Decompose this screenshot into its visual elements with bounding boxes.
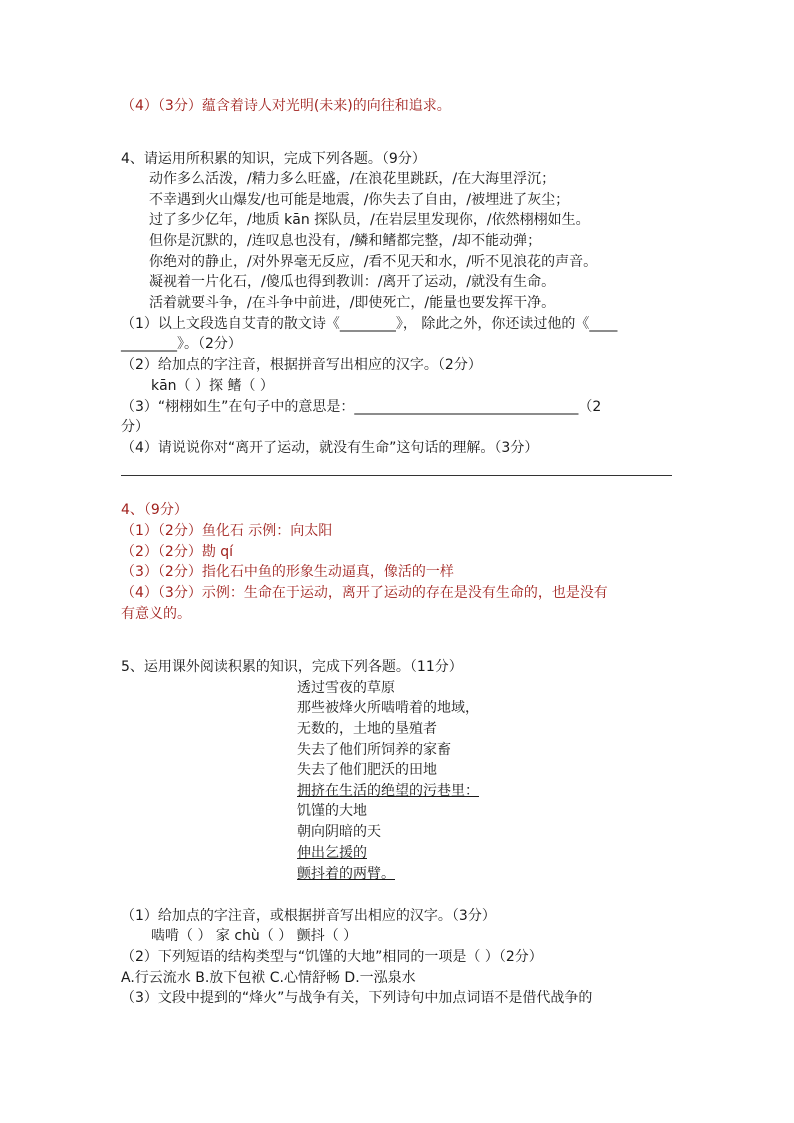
- poem-line-underlined: 颤抖着的两臂。: [297, 866, 395, 882]
- poem-line: 不幸遇到火山爆发/也可能是地震，/你失去了自由，/被埋进了灰尘；: [149, 192, 570, 208]
- poem-line: 那些被烽火所啮啃着的地域，: [297, 700, 479, 716]
- question-5-sub-2: （2）下列短语的结构类型与“饥馑的大地”相同的一项是（ ）（2分）: [121, 949, 543, 965]
- answer-4-item: （2）（2分）勘 qí: [121, 544, 234, 560]
- question-4-sub-1-cont: ________》。（2分）: [121, 336, 242, 352]
- answer-4-title: 4、（9分）: [121, 502, 188, 518]
- question-4-sub-4: （4）请说说你对“离开了运动，就没有生命”这句话的理解。（3分）: [121, 440, 539, 456]
- answer-line: [121, 475, 672, 476]
- question-5-title: 5、运用课外阅读积累的知识，完成下列各题。（11分）: [121, 659, 463, 675]
- question-4-sub-3-cont: 分）: [121, 419, 149, 435]
- poem-line: 无数的，土地的垦殖者: [297, 721, 437, 737]
- poem-line-underlined: 拥挤在生活的绝望的污巷里：: [297, 783, 479, 799]
- question-4-sub-3: （3）“栩栩如生”在句子中的意思是：________________________________（2: [121, 399, 602, 415]
- poem-line: 失去了他们所饲养的家畜: [297, 742, 451, 758]
- question-5-options: A.行云流水 B.放下包袱 C.心情舒畅 D.一泓泉水: [121, 970, 416, 986]
- poem-line: 活着就要斗争，/在斗争中前进，/即使死亡，/能量也要发挥干净。: [149, 295, 556, 311]
- poem-line: 失去了他们肥沃的田地: [297, 762, 437, 778]
- poem-line: 朝向阴暗的天: [297, 824, 381, 840]
- poem-line: 透过雪夜的草原: [297, 680, 395, 696]
- answer-3-item-4: （4）（3分）蕴含着诗人对光明(未来)的向往和追求。: [121, 98, 451, 114]
- question-5-sub-3: （3）文段中提到的“烽火”与战争有关，下列诗句中加点词语不是借代战争的: [121, 990, 593, 1006]
- answer-4-item: （4）（3分）示例：生命在于运动，离开了运动的存在是没有生命的，也是没有: [121, 585, 608, 601]
- question-5-sub-1: （1）给加点的字注音，或根据拼音写出相应的汉字。（3分）: [121, 908, 496, 924]
- question-4-title: 4、请运用所积累的知识，完成下列各题。（9分）: [121, 151, 426, 167]
- poem-line: 动作多么活泼，/精力多么旺盛，/在浪花里跳跃，/在大海里浮沉；: [149, 171, 556, 187]
- poem-line: 过了多少亿年，/地质 kān 探队员，/在岩层里发现你，/依然栩栩如生。: [149, 212, 590, 228]
- poem-line: 但你是沉默的，/连叹息也没有，/鳞和鳍都完整，/却不能动弹；: [149, 233, 542, 249]
- question-5-sub-1-blanks: 啮啃（ ） 家 chù（ ） 颤抖（ ）: [151, 928, 358, 944]
- answer-4-item: （1）（2分）鱼化石 示例：向太阳: [121, 523, 333, 539]
- poem-line-underlined: 伸出乞援的: [297, 845, 367, 861]
- answer-4-item: 有意义的。: [121, 606, 191, 622]
- question-4-sub-2-blanks: kān（ ）探 鳍（ ）: [151, 378, 274, 394]
- question-4-sub-2: （2）给加点的字注音，根据拼音写出相应的汉字。（2分）: [121, 357, 482, 373]
- poem-line: 饥馑的大地: [297, 803, 367, 819]
- question-4-sub-1: （1）以上文段选自艾青的散文诗《________》， 除此之外，你还读过他的《____: [121, 316, 618, 332]
- poem-line: 你绝对的静止，/对外界毫无反应，/看不见天和水，/听不见浪花的声音。: [149, 254, 598, 270]
- answer-4-item: （3）（2分）指化石中鱼的形象生动逼真，像活的一样: [121, 564, 454, 580]
- poem-line: 凝视着一片化石，/傻瓜也得到教训：/离开了运动，/就没有生命。: [149, 274, 556, 290]
